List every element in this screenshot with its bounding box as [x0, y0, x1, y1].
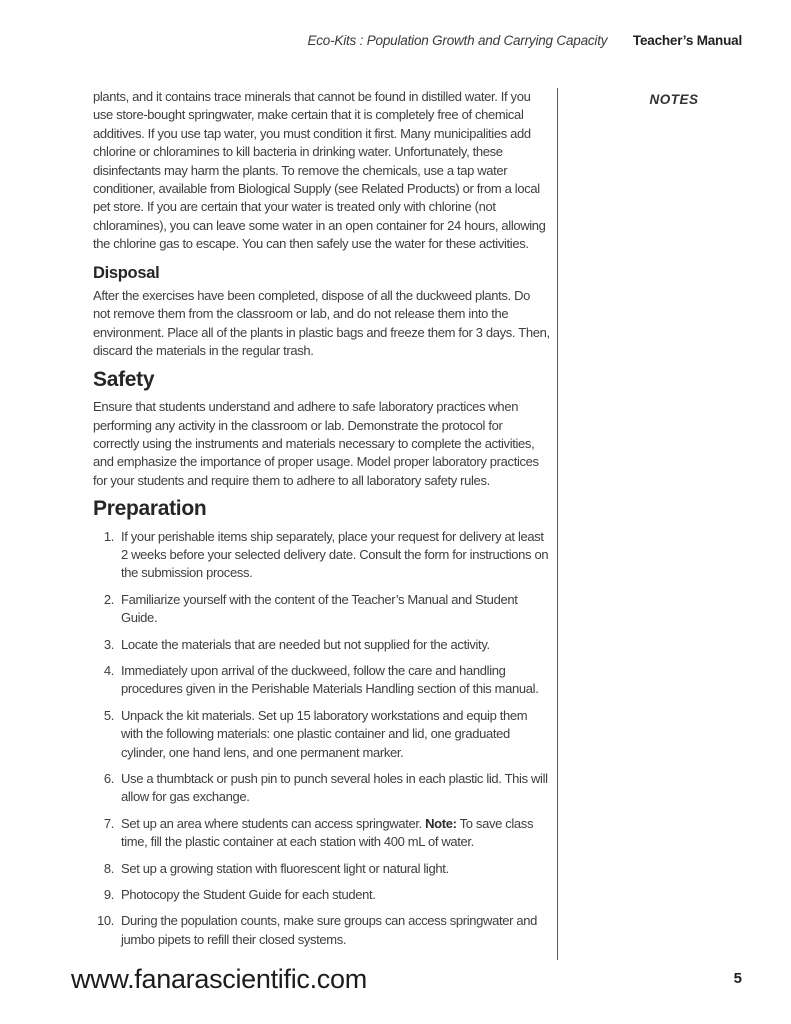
- main-text-column: [93, 88, 550, 957]
- list-item-text-part: To save class time, fill the plastic container at each station with 400 mL of water.: [121, 815, 534, 850]
- disposal-paragraph: After the exercises have been completed, dispose of all the duckweed plants. Do not remove them from the classroom or lab, and do not release them into the environment. Place all of the plants in plastic bags and freeze them for 3 days. Then, discard the materials in the regular trash.: [93, 288, 550, 359]
- list-item-text: Familiarize yourself with the content of the Teacher’s Manual and Student Guide.: [121, 591, 518, 626]
- list-item-text: Photocopy the Student Guide for each student.: [121, 887, 376, 903]
- intro-paragraph: plants, and it contains trace minerals that cannot be found in distilled water. If you use store-bought springwater, make certain that it is completely free of chemical additives. If you use tap water, you must condition it first. Many municipalities add chlorine or chloramines to kill bacteria in drinking water. Unfortunately, these disinfectants may harm the plants. To remove the chemicals, use a tap water conditioner, available from Biological Supply (see Related Products) or from a local pet store. If you are certain that your water is treated only with chlorine (not chloramines), you can leave some water in an open container for 24 hours, allowing the chlorine gas to escape. You can then safely use the water for these activities.: [93, 89, 546, 252]
- preparation-list: [93, 528, 550, 950]
- page-header: [307, 33, 742, 48]
- list-item-number: 1.: [103, 528, 114, 544]
- list-item-text: Set up a growing station with fluorescent light or natural light.: [121, 860, 449, 876]
- list-item-number: 2.: [103, 591, 114, 607]
- note-label: Note:: [425, 815, 457, 831]
- list-item: [93, 815, 550, 852]
- list-item-number: 4.: [103, 662, 114, 678]
- list-item: [93, 707, 550, 762]
- list-item-number: 8.: [103, 860, 114, 876]
- list-item-text: Immediately upon arrival of the duckweed, follow the care and handling procedures given in the Perishable Materials Handling section of this manual.: [121, 662, 539, 697]
- safety-paragraph: Ensure that students understand and adhere to safe laboratory practices when performing any activity in the classroom or lab. Demonstrate the protocol for correctly using the instruments and materials necessary to complete the activities, and emphasize the importance of proper usage. Model proper laboratory practices for your students and require them to adhere to all laboratory safety rules.: [93, 399, 539, 488]
- list-item-text-part: Set up an area where students can access springwater.: [121, 815, 426, 831]
- footer-website: www.fanarascientific.com: [71, 964, 367, 994]
- list-item-number: 10.: [96, 913, 114, 929]
- list-item-text: During the population counts, make sure groups can access springwater and jumbo pipets to refill their closed systems.: [121, 913, 537, 947]
- list-item-number: 9.: [103, 887, 114, 903]
- list-item-text: Unpack the kit materials. Set up 15 laboratory workstations and equip them with the following materials: one plastic container and lid, one graduated cylinder, one hand lens, and one permanent marker.: [121, 707, 528, 760]
- list-item: [93, 591, 550, 628]
- list-item: [93, 662, 550, 699]
- list-item: [93, 528, 550, 583]
- list-item-text: Locate the materials that are needed but not supplied for the activity.: [121, 636, 490, 652]
- notes-divider-line: [557, 88, 558, 960]
- list-item: [93, 912, 550, 949]
- disposal-heading: Disposal: [93, 263, 160, 282]
- preparation-heading: Preparation: [93, 497, 207, 521]
- page-number: 5: [733, 970, 742, 987]
- list-item-number: 5.: [103, 707, 114, 723]
- list-item: [93, 886, 550, 904]
- manual-label: Teacher’s Manual: [632, 33, 742, 48]
- notes-label: NOTES: [649, 92, 699, 107]
- list-item-text: [121, 815, 550, 852]
- list-item: [93, 770, 550, 807]
- list-item-number: 6.: [103, 771, 114, 786]
- list-item: [93, 636, 550, 654]
- list-item-text: If your perishable items ship separately, place your request for delivery at least 2 weeks before your selected delivery date. Consult the form for instructions on the submission process.: [121, 528, 549, 581]
- list-item-text: Use a thumbtack or push pin to punch several holes in each plastic lid. This will allow for gas exchange.: [121, 771, 548, 805]
- safety-heading: Safety: [93, 367, 155, 391]
- list-item: [93, 860, 550, 878]
- list-item-number: 7.: [103, 815, 114, 831]
- list-item-number: 3.: [103, 636, 114, 652]
- series-title: Eco-Kits : Population Growth and Carrying Capacity: [307, 33, 608, 48]
